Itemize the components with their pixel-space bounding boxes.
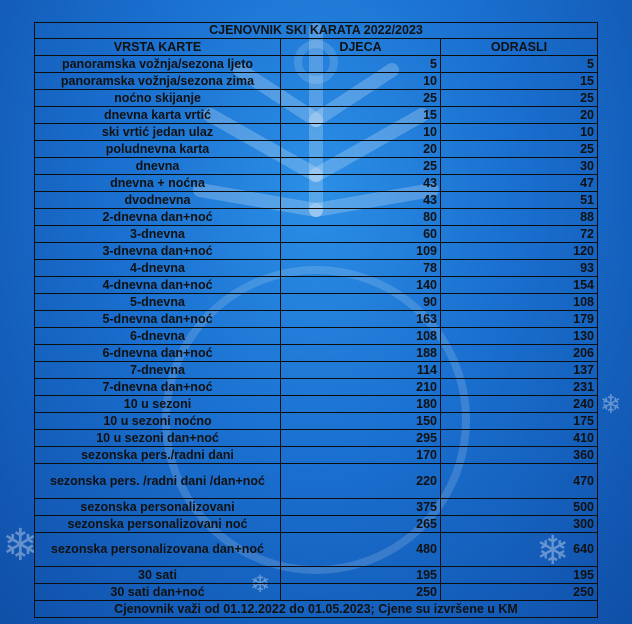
ticket-type-cell: 30 sati dan+noć xyxy=(35,584,281,601)
ticket-type-cell: 30 sati xyxy=(35,567,281,584)
table-row xyxy=(35,243,598,260)
adults-price-cell: 51 xyxy=(441,192,598,209)
table-row xyxy=(35,516,598,533)
adults-price-cell: 108 xyxy=(441,294,598,311)
kids-price-cell: 108 xyxy=(281,328,441,345)
adults-price-cell: 179 xyxy=(441,311,598,328)
table-row xyxy=(35,175,598,192)
table-row xyxy=(35,567,598,584)
table-row xyxy=(35,328,598,345)
table-row xyxy=(35,277,598,294)
adults-price-cell: 206 xyxy=(441,345,598,362)
adults-price-cell: 5 xyxy=(441,56,598,73)
adults-price-cell: 15 xyxy=(441,73,598,90)
table-row xyxy=(35,464,598,499)
table-row xyxy=(35,533,598,567)
table-row xyxy=(35,499,598,516)
ticket-type-cell: 7-dnevna dan+noć xyxy=(35,379,281,396)
price-table xyxy=(34,22,598,618)
table-row xyxy=(35,379,598,396)
table-row xyxy=(35,260,598,277)
ticket-type-cell: dvodnevna xyxy=(35,192,281,209)
adults-price-cell: 137 xyxy=(441,362,598,379)
adults-price-cell: 470 xyxy=(441,464,598,499)
ticket-type-cell: sezonska pers./radni dani xyxy=(35,447,281,464)
table-row xyxy=(35,90,598,107)
adults-price-cell: 25 xyxy=(441,141,598,158)
snowflake-icon: ❄ xyxy=(250,570,271,598)
header-ticket-type: VRSTA KARTE xyxy=(35,39,281,56)
kids-price-cell: 20 xyxy=(281,141,441,158)
adults-price-cell: 250 xyxy=(441,584,598,601)
adults-price-cell: 47 xyxy=(441,175,598,192)
kids-price-cell: 195 xyxy=(281,567,441,584)
ticket-type-cell: 4-dnevna xyxy=(35,260,281,277)
header-adults: ODRASLI xyxy=(441,39,598,56)
ticket-type-cell: 3-dnevna xyxy=(35,226,281,243)
kids-price-cell: 220 xyxy=(281,464,441,499)
kids-price-cell: 265 xyxy=(281,516,441,533)
table-row xyxy=(35,345,598,362)
kids-price-cell: 90 xyxy=(281,294,441,311)
kids-price-cell: 210 xyxy=(281,379,441,396)
table-row xyxy=(35,362,598,379)
kids-price-cell: 150 xyxy=(281,413,441,430)
adults-price-cell: 500 xyxy=(441,499,598,516)
kids-price-cell: 188 xyxy=(281,345,441,362)
snowflake-icon: ❄ xyxy=(536,528,570,574)
ticket-type-cell: panoramska vožnja/sezona ljeto xyxy=(35,56,281,73)
kids-price-cell: 15 xyxy=(281,107,441,124)
ticket-type-cell: dnevna xyxy=(35,158,281,175)
kids-price-cell: 43 xyxy=(281,192,441,209)
kids-price-cell: 5 xyxy=(281,56,441,73)
ticket-type-cell: 6-dnevna dan+noć xyxy=(35,345,281,362)
ticket-type-cell: 5-dnevna dan+noć xyxy=(35,311,281,328)
ticket-type-cell: ski vrtić jedan ulaz xyxy=(35,124,281,141)
kids-price-cell: 163 xyxy=(281,311,441,328)
table-row xyxy=(35,56,598,73)
kids-price-cell: 10 xyxy=(281,73,441,90)
header-kids: DJECA xyxy=(281,39,441,56)
kids-price-cell: 295 xyxy=(281,430,441,447)
table-row xyxy=(35,107,598,124)
validity-note: Cjenovnik važi od 01.12.2022 do 01.05.2023; Cjene su izvršene u KM xyxy=(35,601,598,618)
adults-price-cell: 20 xyxy=(441,107,598,124)
ticket-type-cell: noćno skijanje xyxy=(35,90,281,107)
ticket-type-cell: 4-dnevna dan+noć xyxy=(35,277,281,294)
adults-price-cell: 30 xyxy=(441,158,598,175)
adults-price-cell: 10 xyxy=(441,124,598,141)
adults-price-cell: 88 xyxy=(441,209,598,226)
ticket-type-cell: 10 u sezoni noćno xyxy=(35,413,281,430)
adults-price-cell: 410 xyxy=(441,430,598,447)
snowflake-icon: ❄ xyxy=(2,520,39,571)
ticket-type-cell: sezonska pers. /radni dani /dan+noć xyxy=(35,464,281,499)
ticket-type-cell: 5-dnevna xyxy=(35,294,281,311)
adults-price-cell: 240 xyxy=(441,396,598,413)
kids-price-cell: 250 xyxy=(281,584,441,601)
kids-price-cell: 25 xyxy=(281,158,441,175)
kids-price-cell: 109 xyxy=(281,243,441,260)
kids-price-cell: 10 xyxy=(281,124,441,141)
kids-price-cell: 60 xyxy=(281,226,441,243)
ticket-type-cell: 2-dnevna dan+noć xyxy=(35,209,281,226)
ticket-type-cell: 3-dnevna dan+noć xyxy=(35,243,281,260)
kids-price-cell: 80 xyxy=(281,209,441,226)
adults-price-cell: 300 xyxy=(441,516,598,533)
table-row xyxy=(35,73,598,90)
ticket-type-cell: poludnevna karta xyxy=(35,141,281,158)
adults-price-cell: 93 xyxy=(441,260,598,277)
table-row xyxy=(35,124,598,141)
table-row xyxy=(35,413,598,430)
kids-price-cell: 114 xyxy=(281,362,441,379)
ticket-type-cell: 10 u sezoni dan+noć xyxy=(35,430,281,447)
adults-price-cell: 360 xyxy=(441,447,598,464)
adults-price-cell: 195 xyxy=(441,567,598,584)
table-row xyxy=(35,141,598,158)
ticket-type-cell: 10 u sezoni xyxy=(35,396,281,413)
table-row xyxy=(35,192,598,209)
adults-price-cell: 130 xyxy=(441,328,598,345)
adults-price-cell: 640 xyxy=(441,533,598,567)
ticket-type-cell: panoramska vožnja/sezona zima xyxy=(35,73,281,90)
adults-price-cell: 154 xyxy=(441,277,598,294)
table-row xyxy=(35,447,598,464)
ticket-type-cell: dnevna karta vrtić xyxy=(35,107,281,124)
ticket-type-cell: sezonska personalizovana dan+noć xyxy=(35,533,281,567)
kids-price-cell: 140 xyxy=(281,277,441,294)
adults-price-cell: 231 xyxy=(441,379,598,396)
kids-price-cell: 170 xyxy=(281,447,441,464)
table-row xyxy=(35,584,598,601)
kids-price-cell: 25 xyxy=(281,90,441,107)
ticket-type-cell: 7-dnevna xyxy=(35,362,281,379)
ticket-type-cell: sezonska personalizovani noć xyxy=(35,516,281,533)
table-row xyxy=(35,396,598,413)
kids-price-cell: 78 xyxy=(281,260,441,277)
ticket-type-cell: sezonska personalizovani xyxy=(35,499,281,516)
table-row xyxy=(35,158,598,175)
kids-price-cell: 375 xyxy=(281,499,441,516)
kids-price-cell: 180 xyxy=(281,396,441,413)
adults-price-cell: 120 xyxy=(441,243,598,260)
table-row xyxy=(35,311,598,328)
ticket-type-cell: dnevna + noćna xyxy=(35,175,281,192)
table-row xyxy=(35,294,598,311)
adults-price-cell: 175 xyxy=(441,413,598,430)
snowflake-icon: ❄ xyxy=(600,390,622,420)
table-row xyxy=(35,226,598,243)
ticket-type-cell: 6-dnevna xyxy=(35,328,281,345)
kids-price-cell: 43 xyxy=(281,175,441,192)
adults-price-cell: 72 xyxy=(441,226,598,243)
table-title: CJENOVNIK SKI KARATA 2022/2023 xyxy=(35,23,598,39)
table-row xyxy=(35,430,598,447)
adults-price-cell: 25 xyxy=(441,90,598,107)
kids-price-cell: 480 xyxy=(281,533,441,567)
table-row xyxy=(35,209,598,226)
